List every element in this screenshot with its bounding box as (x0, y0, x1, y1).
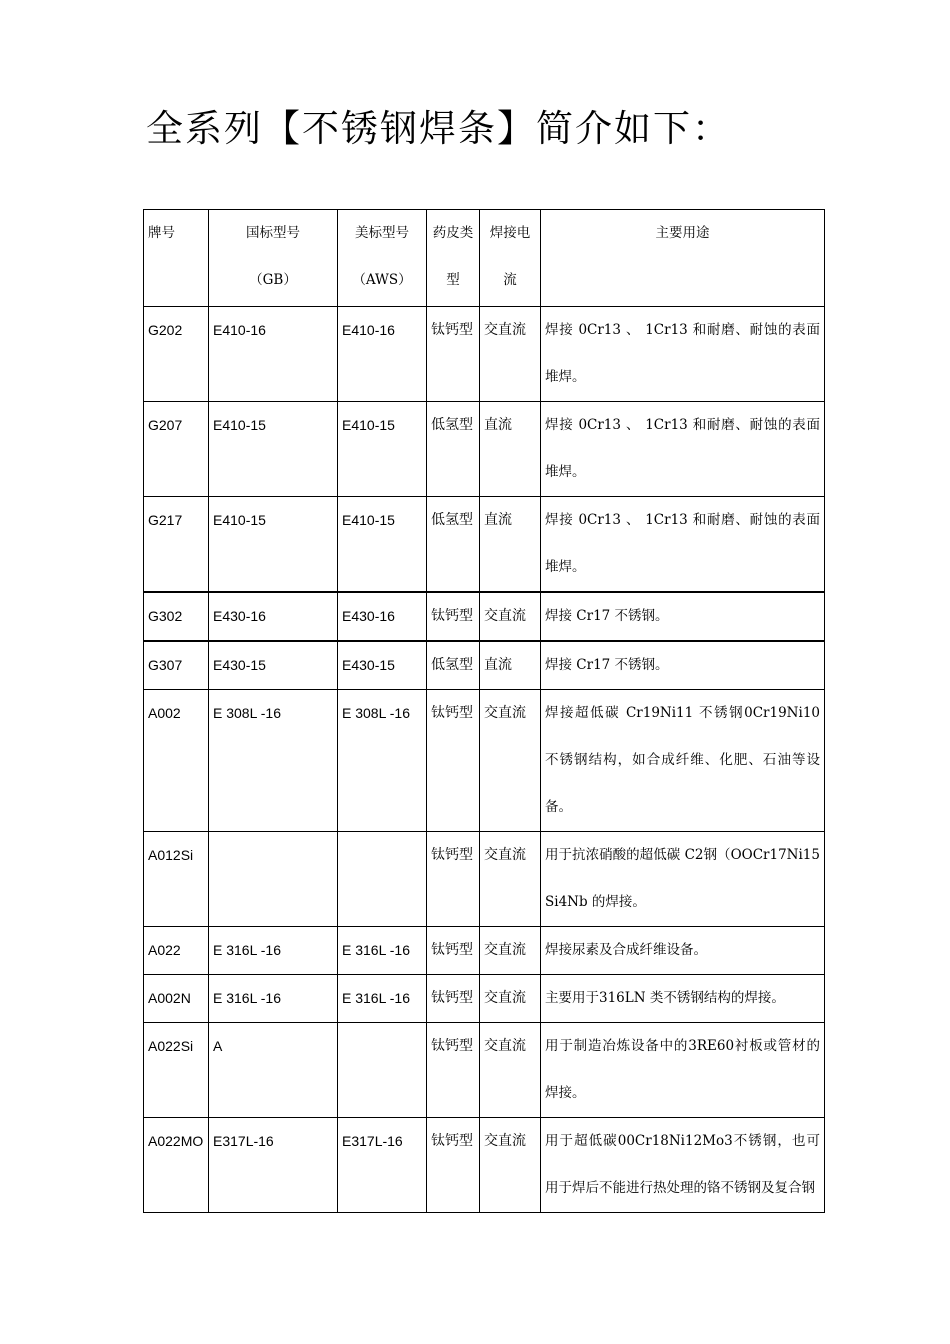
cell-coating-type: 钛钙型 (427, 307, 480, 402)
cell-coating-type: 低氢型 (427, 641, 480, 690)
cell-main-usage: 焊接 0Cr13 、 1Cr13 和耐磨、耐蚀的表面堆焊。 (541, 307, 825, 402)
cell-gb-model: E430-16 (209, 592, 338, 641)
header-aws-line2: （AWS） (352, 272, 412, 288)
cell-welding-current: 交直流 (480, 1118, 541, 1213)
cell-coating-type: 钛钙型 (427, 975, 480, 1023)
cell-welding-current: 交直流 (480, 690, 541, 832)
table-row (144, 307, 825, 402)
cell-aws-model (338, 832, 427, 927)
cell-brand: A022MO (144, 1118, 209, 1213)
cell-aws-model: E 316L -16 (338, 975, 427, 1023)
cell-aws-model: E410-15 (338, 497, 427, 593)
cell-brand: G307 (144, 641, 209, 690)
cell-brand: A022 (144, 927, 209, 975)
table-row (144, 1023, 825, 1118)
cell-welding-current: 交直流 (480, 592, 541, 641)
cell-gb-model: E410-15 (209, 402, 338, 497)
header-aws-model (338, 210, 427, 307)
header-coating-line1: 药皮类 (432, 225, 474, 241)
cell-main-usage: 焊接 Cr17 不锈钢。 (541, 641, 825, 690)
header-gb-line1: 国标型号 (246, 225, 300, 241)
cell-main-usage: 用于抗浓硝酸的超低碳 C2钢（OOCr17Ni15Si4Nb 的焊接。 (541, 832, 825, 927)
cell-main-usage: 焊接 Cr17 不锈钢。 (541, 592, 825, 641)
cell-aws-model: E317L-16 (338, 1118, 427, 1213)
header-coating-type (427, 210, 480, 307)
cell-gb-model: E 308L -16 (209, 690, 338, 832)
table-row (144, 927, 825, 975)
cell-gb-model: E410-16 (209, 307, 338, 402)
cell-gb-model: E 316L -16 (209, 975, 338, 1023)
table-row (144, 497, 825, 593)
cell-coating-type: 钛钙型 (427, 690, 480, 832)
cell-welding-current: 交直流 (480, 927, 541, 975)
cell-welding-current: 交直流 (480, 832, 541, 927)
cell-welding-current: 直流 (480, 641, 541, 690)
table-row (144, 832, 825, 927)
cell-coating-type: 钛钙型 (427, 592, 480, 641)
header-current-line1: 焊接电 (489, 225, 531, 241)
header-main-usage: 主要用途 (541, 210, 825, 307)
cell-coating-type: 低氢型 (427, 402, 480, 497)
cell-coating-type: 钛钙型 (427, 832, 480, 927)
cell-aws-model (338, 1023, 427, 1118)
cell-welding-current: 直流 (480, 497, 541, 593)
header-welding-current (480, 210, 541, 307)
electrode-spec-table (143, 209, 825, 1213)
table-row (144, 592, 825, 641)
cell-main-usage: 焊接 0Cr13 、 1Cr13 和耐磨、耐蚀的表面堆焊。 (541, 497, 825, 593)
cell-aws-model: E 316L -16 (338, 927, 427, 975)
cell-aws-model: E410-15 (338, 402, 427, 497)
cell-main-usage: 主要用于316LN 类不锈钢结构的焊接。 (541, 975, 825, 1023)
header-gb-line2: （GB） (249, 272, 297, 288)
table-header-row (144, 210, 825, 307)
table-row (144, 641, 825, 690)
header-aws-line1: 美标型号 (355, 225, 409, 241)
cell-welding-current: 交直流 (480, 975, 541, 1023)
header-gb-model (209, 210, 338, 307)
cell-gb-model: E430-15 (209, 641, 338, 690)
cell-welding-current: 交直流 (480, 1023, 541, 1118)
cell-brand: G302 (144, 592, 209, 641)
cell-coating-type: 钛钙型 (427, 927, 480, 975)
cell-brand: G207 (144, 402, 209, 497)
cell-aws-model: E410-16 (338, 307, 427, 402)
cell-coating-type: 低氢型 (427, 497, 480, 593)
page-title: 全系列【不锈钢焊条】简介如下： (146, 107, 731, 150)
header-coating-line2: 型 (446, 272, 460, 288)
cell-brand: A022Si (144, 1023, 209, 1118)
cell-welding-current: 交直流 (480, 307, 541, 402)
cell-coating-type: 钛钙型 (427, 1023, 480, 1118)
cell-brand: G217 (144, 497, 209, 593)
cell-brand: A012Si (144, 832, 209, 927)
cell-main-usage: 用于制造冶炼设备中的3RE60衬板或管材的焊接。 (541, 1023, 825, 1118)
table-row (144, 1118, 825, 1213)
cell-gb-model: E410-15 (209, 497, 338, 593)
cell-aws-model: E430-16 (338, 592, 427, 641)
table-row (144, 690, 825, 832)
cell-gb-model: E 316L -16 (209, 927, 338, 975)
cell-main-usage: 用于超低碳00Cr18Ni12Mo3不锈钢，也可用于焊后不能进行热处理的铬不锈钢及复合钢 (541, 1118, 825, 1213)
cell-main-usage: 焊接尿素及合成纤维设备。 (541, 927, 825, 975)
cell-aws-model: E 308L -16 (338, 690, 427, 832)
cell-gb-model: E317L-16 (209, 1118, 338, 1213)
cell-main-usage: 焊接 0Cr13 、 1Cr13 和耐磨、耐蚀的表面堆焊。 (541, 402, 825, 497)
cell-main-usage: 焊接超低碳 Cr19Ni11 不锈钢0Cr19Ni10 不锈钢结构，如合成纤维、化肥、石油等设备。 (541, 690, 825, 832)
cell-brand: A002N (144, 975, 209, 1023)
header-brand: 牌号 (144, 210, 209, 307)
table-row (144, 975, 825, 1023)
cell-brand: A002 (144, 690, 209, 832)
cell-gb-model: A (209, 1023, 338, 1118)
cell-aws-model: E430-15 (338, 641, 427, 690)
cell-brand: G202 (144, 307, 209, 402)
cell-gb-model (209, 832, 338, 927)
header-current-line2: 流 (503, 272, 517, 288)
table-row (144, 402, 825, 497)
cell-coating-type: 钛钙型 (427, 1118, 480, 1213)
cell-welding-current: 直流 (480, 402, 541, 497)
